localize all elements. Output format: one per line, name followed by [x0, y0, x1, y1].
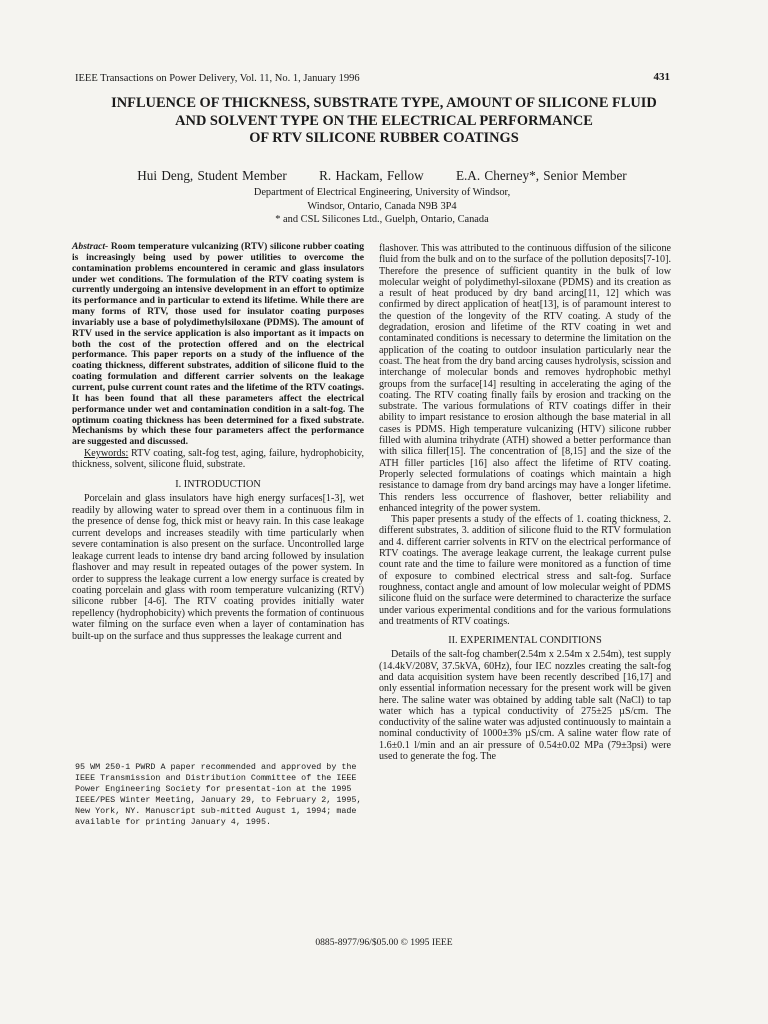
author: R. Hackam, Fellow: [319, 168, 424, 183]
footnote: 95 WM 250-1 PWRD A paper recommended and approved by the IEEE Transmission and Distribution Committee of the IEEE Power Engineering Society for presentat-ion at the 1995 IEEE/PES Winter Meeting, January 29, to February 2, 1995, New York, NY. Manuscript sub-mitted August 1, 1994; made available for printing January 4, 1995.: [75, 762, 362, 828]
section-heading: I. INTRODUCTION: [175, 478, 261, 490]
body-paragraph: flashover. This was attributed to the continuous diffusion of the silicone fluid from the bulk and on to the surface of the pollution deposits[7-10]. Therefore the presence of sufficient quantity in the bulk of low molecular weight of polydimethyl-siloxane (PDMS) and its creation as a result of heat produced by dry band arcing[11, 12] which was confirmed by direct application of heat[13], is of paramount interest to the question of the longevity of the RTV coating. A study of the degradation, erosion and lifetime of the RTV coating in wet and contaminated conditions is necessary to determine the limitation on the application of the coating to outdoor insulation particularly near the coast. The heat from the dry band arcing causes hydrolysis, scission and interchange of molecular bonds and removes hydrophobic methyl groups from the surface[14] resulting in accelerating the aging of the coating. The RTV coating finally fails by erosion and tracking on the substrate. The various formulations of RTV coatings differ in their ability to impart resistance to erosion although the base material in all cases is PDMS. High temperature vulcanizing (HTV) silicone rubber filled with alumina trihydrate (ATH) showed a better performance than with silica filler[15]. The concentration of [8,15] and the size of the ATH filler particles [16] also affect the lifetime of RTV coating. Properly selected formulations of coatings which maintain a high resistance to damage from dry band arcings may have a longer lifetime. This renders less occurrence of flashover, better reliability and enhanced integrity of the power system.: [379, 243, 671, 514]
title-line: AND SOLVENT TYPE ON THE ELECTRICAL PERFORMANCE: [175, 112, 593, 129]
affiliation-line: Windsor, Ontario, Canada N9B 3P4: [307, 200, 457, 212]
title-line: OF RTV SILICONE RUBBER COATINGS: [249, 130, 519, 146]
author: E.A. Cherney*, Senior Member: [455, 168, 627, 183]
affiliation-line: * and CSL Silicones Ltd., Guelph, Ontario, Canada: [275, 214, 489, 226]
body-paragraph: This paper presents a study of the effects of 1. coating thickness, 2. different substrates, 3. addition of silicone fluid to the RTV formulation and 4. different carrier solvents in RTV on the electrical performance of RTV coatings. The average leakage current, the leakage current pulse count rate and the time to failure were monitored as a function of time of exposure to combined electrical stress and salt-fog. Surface roughness, contact angle and amount of low molecular weight of PDMS silicone fluid on the surface were determined to characterize the surface under various experimental conditions and for the various formulations and treatments of RTV coatings.: [379, 514, 671, 627]
journal-header: IEEE Transactions on Power Delivery, Vol. 11, No. 1, January 1996: [75, 73, 360, 84]
title-line: INFLUENCE OF THICKNESS, SUBSTRATE TYPE, AMOUNT OF SILICONE FLUID: [111, 95, 657, 111]
introduction-paragraph: Porcelain and glass insulators have high energy surfaces[1-3], wet readily by allowing water to spread over them in a continuous film in the presence of dense fog, thick mist or heavy rain. In this case leakage current develops and increases steadily with time particularly when severe contamination is also present on the surface. Uncontrolled large leakage current leads to intense dry band arcing followed by insulation flashover and may result in repeated outages of the power system. In order to suppress the leakage current a low energy surface is created by coating porcelain and glass with room temperature vulcanizing (RTV) silicone rubber [4-6]. The RTV coating provides initially water repellency (hydrophobicity) which prevents the formation of continuous water filming on the surface even when a layer of contamination has built-up on the surface and thus suppresses the leakage current and: [72, 493, 364, 642]
left-column: [72, 242, 364, 642]
abstract: [72, 242, 364, 448]
section-heading: II. EXPERIMENTAL CONDITIONS: [448, 635, 602, 647]
abstract-text: Room temperature vulcanizing (RTV) silicone rubber coating is increasingly being used by power utilities to overcome the contamination problems encountered in ceramic and glass insulators under wet conditions. The formulation of the RTV coating system is currently undergoing an intensive development in an effort to optimize its performance and in particular to extend its lifetime. While there are many forms of RTV, those used for insulator coating purposes invariably use a base of polydimethylsiloxane (PDMS). The amount of RTV used in the service application is also important as it impacts on both the cost of the protection offered and on the electrical performance. This paper reports on a study of the influence of the coating thickness, different substrates, addition of silicone fluid to the coating formulation and different carrier solvents on the leakage current, pulse current count rates and the lifetime of the RTV coatings. It has been found that all these parameters affect the electrical performance under wet and contamination condition in a salt-fog. The optimum coating thickness has been determined for a fixed substrate. Mechanisms by which these four parameters affect the performance are suggested and discussed.: [72, 241, 364, 448]
paper-title: [80, 95, 688, 148]
author-list: [75, 168, 689, 184]
page-number: 431: [653, 71, 670, 83]
keywords: [72, 448, 364, 471]
abstract-label: Abstract-: [72, 241, 109, 252]
affiliation: [75, 186, 689, 227]
copyright-footer: 0885-8977/96/$05.00 © 1995 IEEE: [315, 937, 453, 948]
right-column: [379, 243, 671, 762]
affiliation-line: Department of Electrical Engineering, University of Windsor,: [253, 187, 511, 198]
body-paragraph: Details of the salt-fog chamber(2.54m x 2.54m x 2.54m), test supply (14.4kV/208V, 37.5kVA, 60Hz), four IEC nozzles creating the salt-fog and data acquisition system have been recently described [16,17] and only essential information necessary for the present work will be given here. The saline water was obtained by adding table salt (NaCl) to tap water which has a typical conductivity of 275±25 µS/cm. The conductivity of the saline water was adjusted continuously to maintain a nominal conductivity of 1000±3% µS/cm. A saline water flow rate of 1.6±0.1 l/min and an air pressure of 0.54±0.02 MPa (79±3psi) were used to generate the fog. The: [379, 649, 671, 763]
author: Hui Deng, Student Member: [137, 168, 287, 183]
keywords-label: Keywords:: [84, 448, 129, 460]
keywords-text: RTV coating, salt-fog test, aging, failure, hydrophobicity, thickness, solvent, silicone fluid, substrate.: [72, 448, 364, 471]
